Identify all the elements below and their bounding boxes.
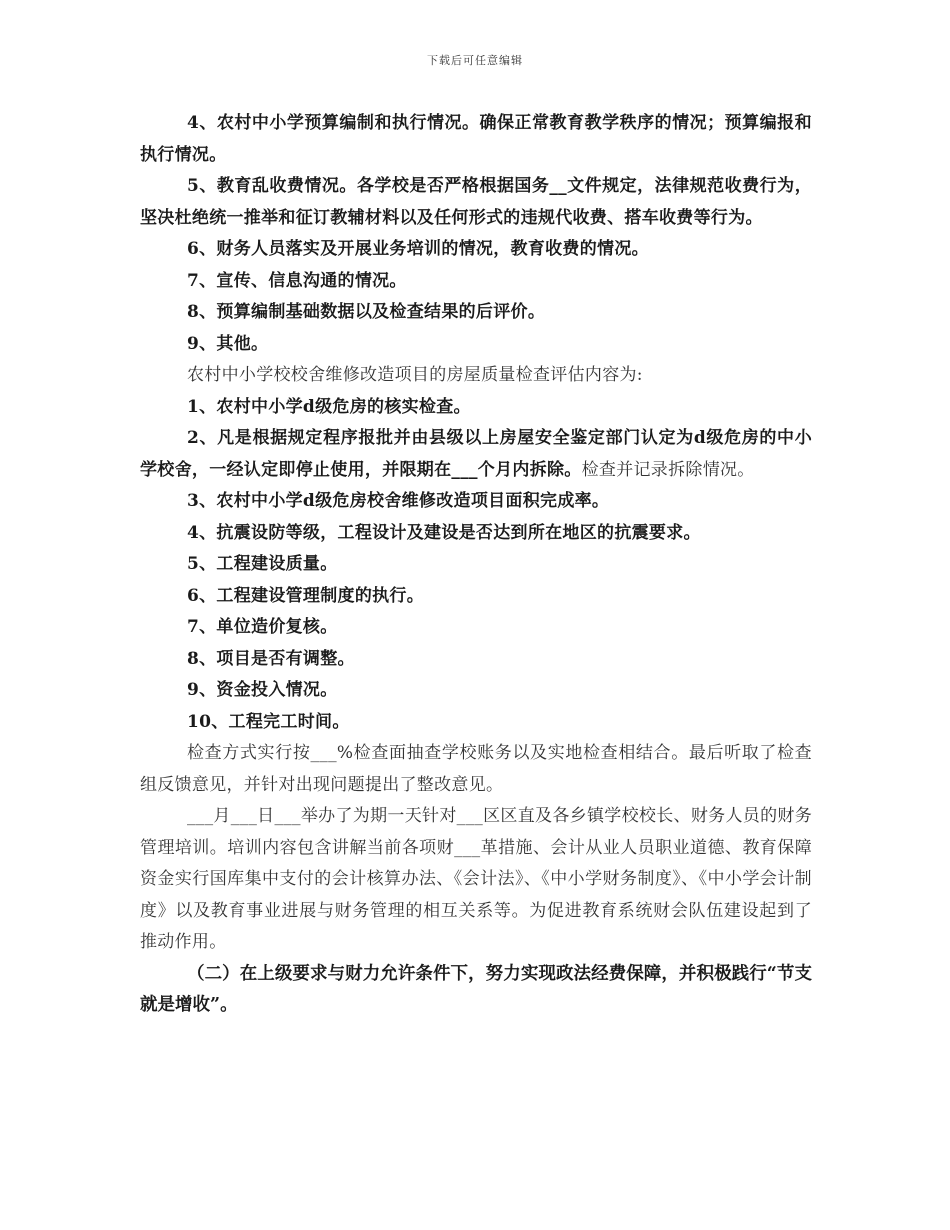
- quality-item-3: 3、农村中小学d级危房校舍维修改造项目面积完成率。: [187, 491, 610, 511]
- quality-item-5: 5、工程建设质量。: [187, 554, 338, 574]
- quality-item-2: [140, 423, 812, 486]
- item-9-other: 9、其他。: [187, 333, 269, 354]
- item-4-budget: 4、农村中小学预算编制和执行情况。确保正常教育教学秩序的情况；预算编报和执行情况。: [140, 113, 812, 165]
- inspection-method: 检查方式实行按___%检查面抽查学校账务以及实地检查相结合。最后听取了检查组反馈意见，并针对出现问题提出了整改意见。: [140, 743, 812, 795]
- quality-item-8: 8、项目是否有调整。: [187, 648, 355, 669]
- quality-item-2-bold: 2、凡是根据规定程序报批并由县级以上房屋安全鉴定部门认定为d级危房的中小学校舍，一经认定即停止使用，并限期在___个月内拆除。: [140, 428, 812, 480]
- document-body: [140, 108, 812, 1022]
- quality-item-10: 10、工程完工时间。: [187, 711, 350, 732]
- item-7-publicity: 7、宣传、信息沟通的情况。: [187, 270, 407, 291]
- quality-item-2-normal: 检查并记录拆除情况。: [581, 459, 755, 480]
- quality-item-1: 1、农村中小学d级危房的核实检查。: [187, 396, 471, 417]
- section-heading-2: （二）在上级要求与财力允许条件下，努力实现政法经费保障，并积极践行“节支就是增收”。: [140, 963, 812, 1015]
- quality-item-9: 9、资金投入情况。: [187, 680, 338, 700]
- quality-item-4: 4、抗震设防等级，工程设计及建设是否达到所在地区的抗震要求。: [187, 522, 701, 543]
- item-5-fees: 5、教育乱收费情况。各学校是否严格根据国务__文件规定，法律规范收费行为，坚决杜绝统一推举和征订教辅材料以及任何形式的违规代收费、搭车收费等行为。: [140, 176, 812, 228]
- quality-item-7: 7、单位造价复核。: [187, 617, 338, 637]
- quality-intro: 农村中小学校校舍维修改造项目的房屋质量检查评估内容为:: [187, 365, 643, 385]
- training-paragraph: ___月___日___举办了为期一天针对___区区直及各乡镇学校校长、财务人员的财务管理培训。培训内容包含讲解当前各项财___革措施、会计从业人员职业道德、教育保障资金实行国库集中支付的会计核算办法、《会计法》、《中小学财务制度》、《中小学会计制度》以及教育事业进展与财务管理的相互关系等。为促进教育系统财会队伍建设起到了推动作用。: [140, 806, 812, 952]
- item-6-staff: 6、财务人员落实及开展业务培训的情况，教育收费的情况。: [187, 239, 649, 259]
- quality-item-6: 6、工程建设管理制度的执行。: [187, 585, 425, 606]
- page-header: 下载后可任意编辑: [427, 54, 523, 67]
- item-8-evaluation: 8、预算编制基础数据以及检查结果的后评价。: [187, 302, 546, 322]
